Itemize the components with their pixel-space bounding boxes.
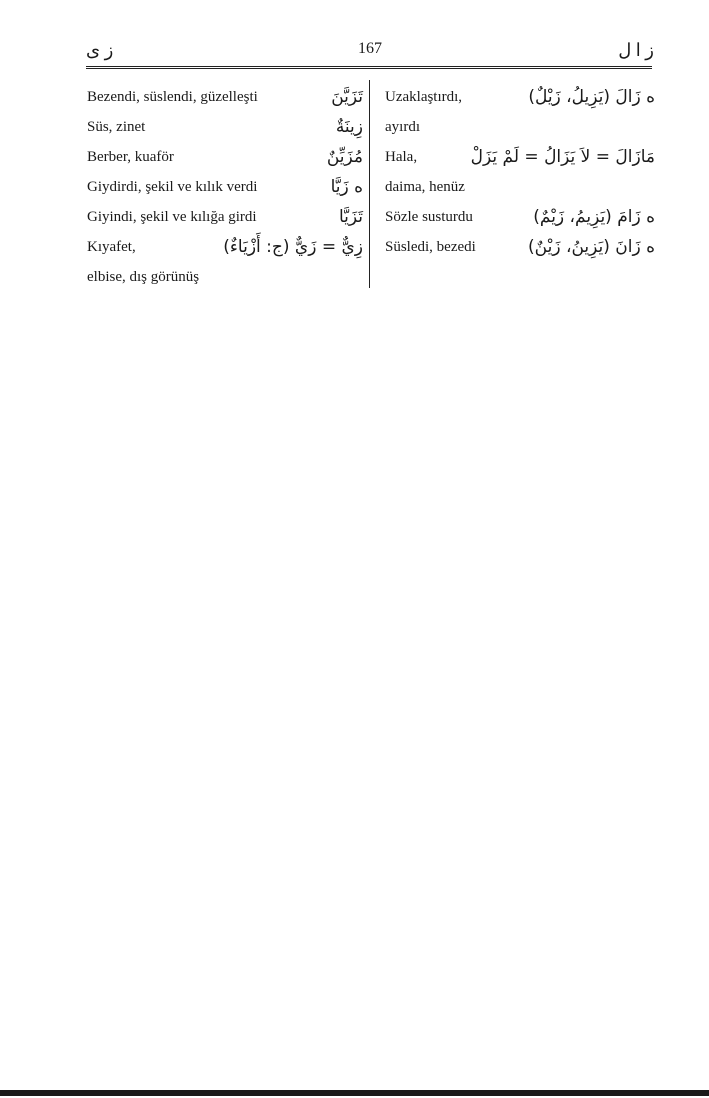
dictionary-entry <box>87 142 363 172</box>
header-letters-right: ز ا ل <box>618 40 654 60</box>
entry-arabic: تَزَيَّا <box>338 207 363 227</box>
header-letters-left: ز ى <box>86 40 114 60</box>
left-column <box>87 82 363 285</box>
entry-translation: Sözle susturdu <box>385 209 473 225</box>
dictionary-entry <box>87 172 363 202</box>
page-header <box>86 40 654 66</box>
entry-arabic: ﻩ زَالَ (يَزِيلُ، زَيْلٌ) <box>528 87 655 107</box>
right-column <box>385 82 655 262</box>
entry-translation: Berber, kuaför <box>87 149 174 165</box>
entry-translation: Bezendi, süslendi, güzelleşti <box>87 89 258 105</box>
entry-translation: Kıyafet, <box>87 239 136 255</box>
page-bottom-edge <box>0 1090 709 1096</box>
dictionary-entry <box>385 82 655 135</box>
dictionary-entry <box>87 82 363 112</box>
header-rule <box>86 66 652 67</box>
dictionary-entry <box>385 202 655 232</box>
dictionary-entry <box>87 202 363 232</box>
entry-translation: Giyindi, şekil ve kılığa girdi <box>87 209 257 225</box>
entry-arabic: زِيٌّ = زَيٌّ (ج: أَزْيَاءٌ) <box>223 237 363 257</box>
entry-translation-continued: elbise, dış görünüş <box>87 269 200 285</box>
entry-translation: Hala, <box>385 149 418 165</box>
entry-arabic: ﻩ زَيَّا <box>330 177 363 197</box>
entry-translation-continued: daima, henüz <box>385 179 465 195</box>
entry-translation: Uzaklaştırdı, <box>385 89 463 105</box>
page-number: 167 <box>358 40 382 57</box>
entry-arabic: مَازَالَ = لاَ يَزَالُ = لَمْ يَزَلْ <box>470 147 655 167</box>
entry-arabic: ﻩ زَامَ (يَزِيمُ، زَيْمٌ) <box>533 207 655 227</box>
column-divider <box>369 80 370 288</box>
entry-translation-continued: ayırdı <box>385 119 420 135</box>
dictionary-entry <box>385 142 655 195</box>
entry-arabic: زِينَةٌ <box>335 117 363 137</box>
entry-translation: Giydirdi, şekil ve kılık verdi <box>87 179 258 195</box>
entry-arabic: ﻩ زَانَ (يَزِينُ، زَيْنٌ) <box>528 237 655 257</box>
header-rule-2 <box>86 68 652 69</box>
entry-arabic: مُزَيِّنٌ <box>326 147 363 167</box>
entry-arabic: تَزَيَّنَ <box>331 87 363 107</box>
dictionary-entry <box>385 232 655 262</box>
entry-translation: Süsledi, bezedi <box>385 239 476 255</box>
entry-translation: Süs, zinet <box>87 119 146 135</box>
dictionary-entry <box>87 112 363 142</box>
dictionary-entry <box>87 232 363 285</box>
